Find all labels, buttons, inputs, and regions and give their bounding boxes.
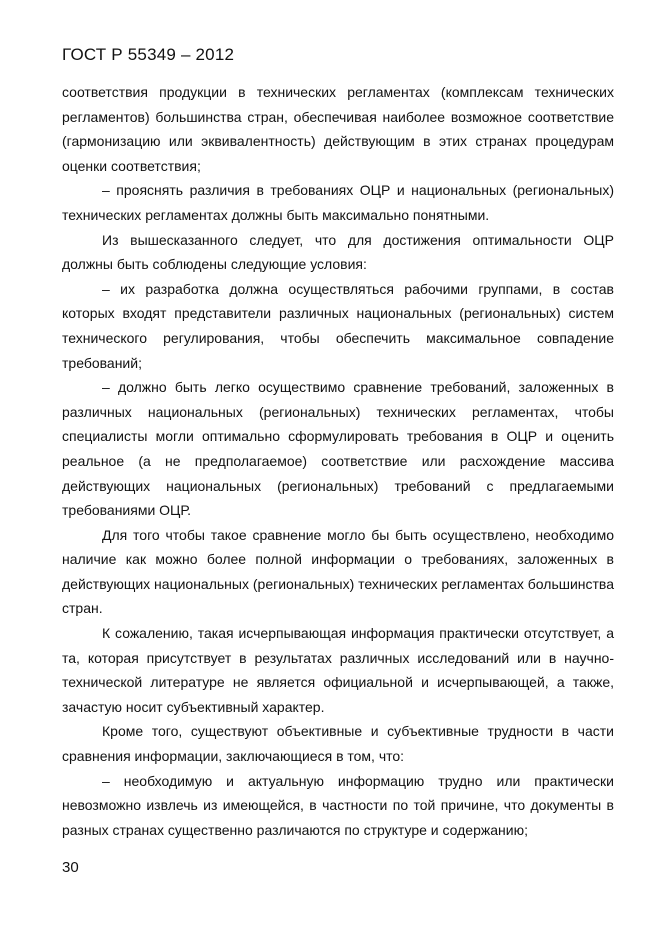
paragraph: Из вышесказанного следует, что для достижения оптимальности ОЦР должны быть соблюдены следующие условия: xyxy=(62,231,614,273)
paragraph-continuation: соответствия продукции в технических регламентах (комплексам технических регламентов) большинства стран, обеспечивая наиболее возможное соответствие (гармонизацию или эквивалентность) действующим в этих странах процедурам оценки соответствия; xyxy=(62,84,614,174)
list-item-dash: – их разработка должна осуществляться рабочими группами, в состав которых входят представители различных национальных (региональных) систем технического регулирования, чтобы обеспечить максимальное совпадение требований; xyxy=(62,280,614,371)
paragraph: Кроме того, существуют объективные и субъективные трудности в части сравнения информации, заключающиеся в том, что: xyxy=(62,723,614,765)
list-item-dash: – должно быть легко осуществимо сравнение требований, заложенных в различных национальных (региональных) технических регламентах, чтобы специалисты могли оптимально сформулировать требования в ОЦР и оценить реальное (а не предполагаемое) соответствие или расхождение массива действующих национальных (региональных) требований с предлагаемыми требованиями ОЦР. xyxy=(62,379,614,519)
list-item-dash: – необходимую и актуальную информацию трудно или практически невозможно извлечь из имеющейся, в частности по той причине, что документы в разных странах существенно различаются по структуре и содержанию; xyxy=(62,772,614,838)
page-header-standard-title: ГОСТ Р 55349 – 2012 xyxy=(62,45,235,64)
paragraph: Для того чтобы такое сравнение могло бы быть осуществлено, необходимо наличие как можно более полной информации о требованиях, заложенных в действующих национальных (региональных) технических регламентах большинства стран. xyxy=(62,526,614,617)
page-number: 30 xyxy=(62,859,79,876)
list-item-dash: – прояснять различия в требованиях ОЦР и национальных (региональных) технических регламентах должны быть максимально понятными. xyxy=(62,182,614,223)
document-body xyxy=(62,80,614,842)
paragraph: К сожалению, такая исчерпывающая информация практически отсутствует, а та, которая присутствует в результатах различных исследований или в научно-технической литературе не является официальной и исчерпывающей, а также, зачастую носит субъективный характер. xyxy=(62,625,614,715)
